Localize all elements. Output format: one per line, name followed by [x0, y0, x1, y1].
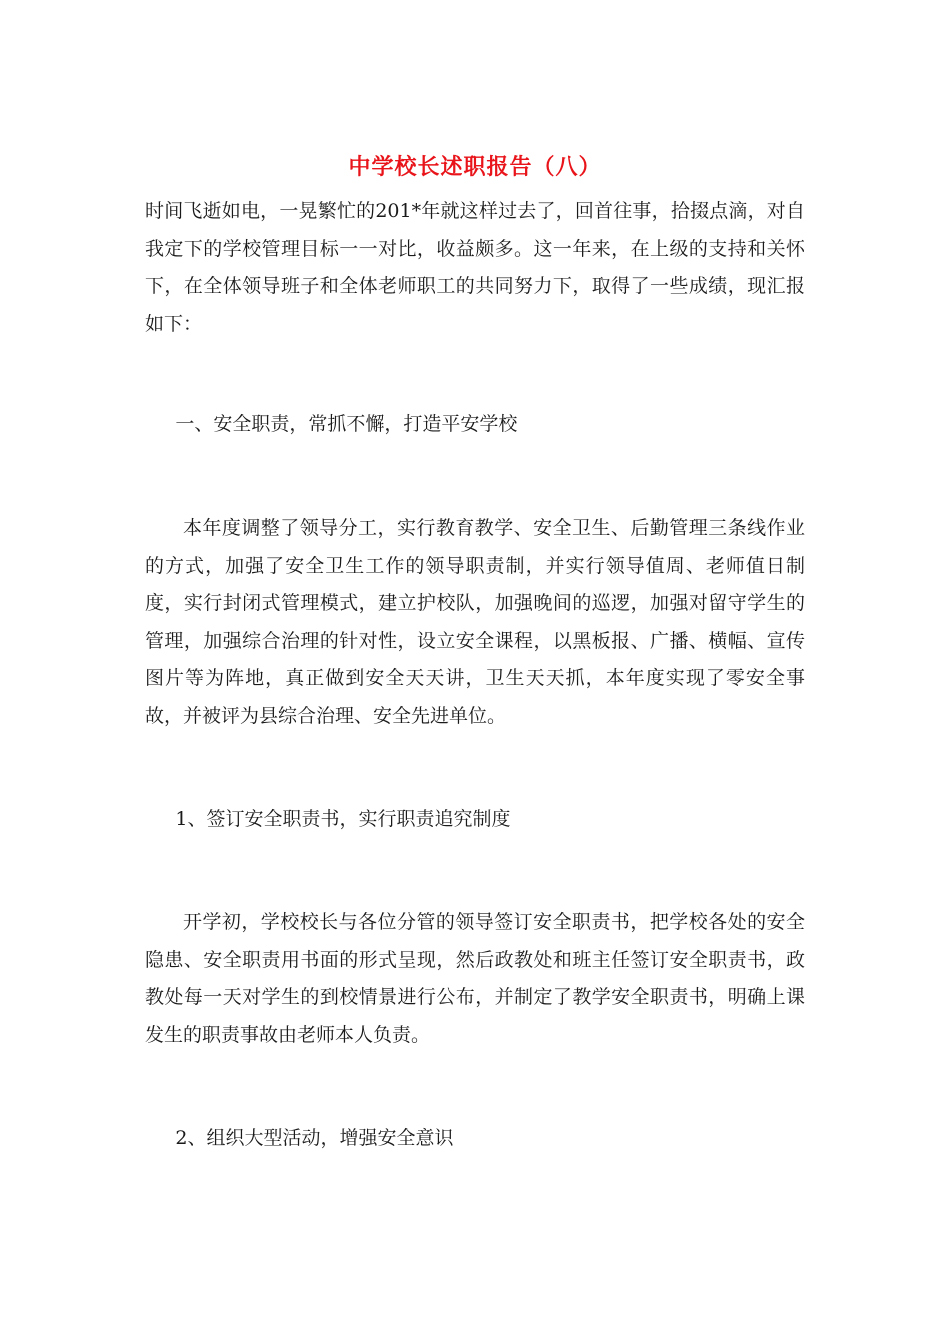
section-1-body: 本年度调整了领导分工，实行教育教学、安全卫生、后勤管理三条线作业的方式，加强了安全卫生工作的领导职责制，并实行领导值周、老师值日制度，实行封闭式管理模式，建立护校队，加强晚间的巡逻，加强对留守学生的管理，加强综合治理的针对性，设立安全课程，以黑板报、广播、横幅、宣传图片等为阵地，真正做到安全天天讲，卫生天天抓，本年度实现了零安全事故，并被评为县综合治理、安全先进单位。 [145, 517, 805, 727]
document-title: 中学校长述职报告（八） [348, 154, 602, 180]
section-1-heading: 一、安全职责，常抓不懈，打造平安学校 [175, 413, 518, 435]
item-1-heading: 1、签订安全职责书，实行职责追究制度 [175, 808, 511, 830]
item-2-heading: 2、组织大型活动，增强安全意识 [175, 1127, 454, 1149]
intro-paragraph: 时间飞逝如电，一晃繁忙的201*年就这样过去了，回首往事，拾掇点滴，对自我定下的学校管理目标一一对比，收益颇多。这一年来，在上级的支持和关怀下，在全体领导班子和全体老师职工的共同努力下，取得了一些成绩，现汇报如下： [145, 200, 805, 335]
item-1-body: 开学初，学校校长与各位分管的领导签订安全职责书，把学校各处的安全隐患、安全职责用书面的形式呈现，然后政教处和班主任签订安全职责书，政教处每一天对学生的到校情景进行公布，并制定了教学安全职责书，明确上课发生的职责事故由老师本人负责。 [145, 911, 805, 1046]
